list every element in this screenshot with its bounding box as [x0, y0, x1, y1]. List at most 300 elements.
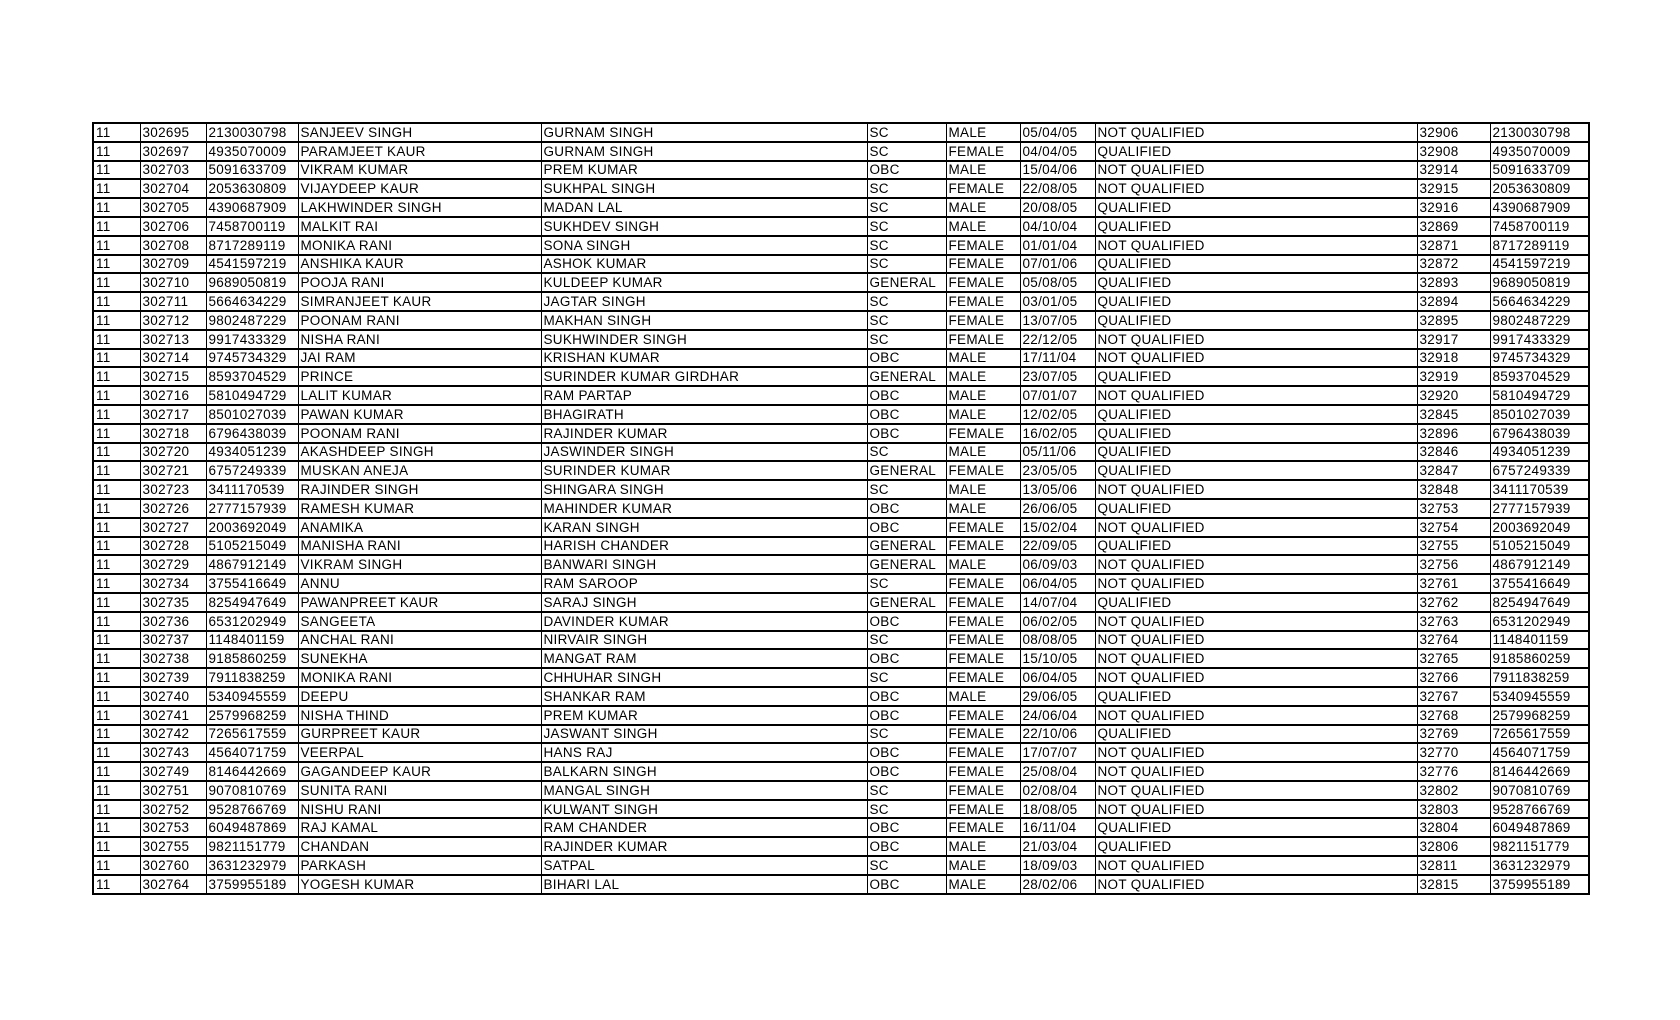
table-cell-col-name: SIMRANJEET KAUR — [298, 292, 541, 311]
table-cell-col-application-no: 9528766769 — [206, 800, 298, 819]
table-cell-col-father-name: ASHOK KUMAR — [541, 255, 867, 274]
table-cell-col-dob: 20/08/05 — [1020, 198, 1095, 217]
table-cell-col-application-no-repeat: 9070810769 — [1490, 781, 1589, 800]
table-cell-col-application-no-repeat: 6531202949 — [1490, 612, 1589, 631]
table-row — [93, 292, 1589, 311]
table-cell-col-roll: 302760 — [140, 856, 206, 875]
table-row — [93, 800, 1589, 819]
table-cell-col-dob: 01/01/04 — [1020, 236, 1095, 255]
table-cell-col-result: NOT QUALIFIED — [1095, 349, 1417, 368]
table-cell-col-result: QUALIFIED — [1095, 405, 1417, 424]
table-cell-col-category: OBC — [867, 687, 946, 706]
table-cell-col-roll: 302709 — [140, 255, 206, 274]
table-cell-col-father-name: RAM CHANDER — [541, 818, 867, 837]
table-cell-col-roll: 302721 — [140, 461, 206, 480]
table-cell-col-result: QUALIFIED — [1095, 461, 1417, 480]
table-cell-col-dob: 04/10/04 — [1020, 217, 1095, 236]
table-cell-col-application-no: 6049487869 — [206, 818, 298, 837]
table-cell-col-name: PRINCE — [298, 367, 541, 386]
table-cell-col-group: 11 — [93, 499, 140, 518]
table-cell-col-group: 11 — [93, 179, 140, 198]
table-cell-col-gender: FEMALE — [946, 743, 1020, 762]
table-cell-col-category: OBC — [867, 837, 946, 856]
table-row — [93, 574, 1589, 593]
table-cell-col-name: DEEPU — [298, 687, 541, 706]
table-cell-col-roll: 302726 — [140, 499, 206, 518]
table-cell-col-roll: 302695 — [140, 123, 206, 142]
table-cell-col-name: ANSHIKA KAUR — [298, 255, 541, 274]
table-cell-col-dob: 04/04/05 — [1020, 142, 1095, 161]
table-row — [93, 781, 1589, 800]
table-cell-col-group: 11 — [93, 631, 140, 650]
table-cell-col-dob: 05/11/06 — [1020, 443, 1095, 462]
table-cell-col-name: ANNU — [298, 574, 541, 593]
table-cell-col-application-no-repeat: 3411170539 — [1490, 480, 1589, 499]
table-cell-col-category: OBC — [867, 349, 946, 368]
table-cell-col-application-no: 4935070009 — [206, 142, 298, 161]
table-cell-col-application-no: 2130030798 — [206, 123, 298, 142]
table-cell-col-gender: MALE — [946, 123, 1020, 142]
table-row — [93, 367, 1589, 386]
table-cell-col-code: 32871 — [1417, 236, 1490, 255]
table-cell-col-gender: FEMALE — [946, 311, 1020, 330]
table-cell-col-name: SUNITA RANI — [298, 781, 541, 800]
table-cell-col-dob: 22/10/06 — [1020, 725, 1095, 744]
table-cell-col-gender: FEMALE — [946, 706, 1020, 725]
table-cell-col-name: RAJ KAMAL — [298, 818, 541, 837]
table-row — [93, 612, 1589, 631]
table-cell-col-application-no-repeat: 4564071759 — [1490, 743, 1589, 762]
table-row — [93, 311, 1589, 330]
table-cell-col-name: POOJA RANI — [298, 273, 541, 292]
table-cell-col-code: 32848 — [1417, 480, 1490, 499]
table-cell-col-application-no-repeat: 9185860259 — [1490, 649, 1589, 668]
table-cell-col-father-name: SARAJ SINGH — [541, 593, 867, 612]
table-cell-col-result: NOT QUALIFIED — [1095, 612, 1417, 631]
table-cell-col-result: NOT QUALIFIED — [1095, 856, 1417, 875]
table-cell-col-result: QUALIFIED — [1095, 499, 1417, 518]
table-cell-col-father-name: HARISH CHANDER — [541, 537, 867, 556]
table-row — [93, 555, 1589, 574]
table-cell-col-code: 32802 — [1417, 781, 1490, 800]
table-cell-col-application-no-repeat: 2130030798 — [1490, 123, 1589, 142]
table-cell-col-application-no-repeat: 5105215049 — [1490, 537, 1589, 556]
table-cell-col-name: LAKHWINDER SINGH — [298, 198, 541, 217]
table-cell-col-application-no: 5105215049 — [206, 537, 298, 556]
table-cell-col-application-no: 5810494729 — [206, 386, 298, 405]
table-cell-col-name: POONAM RANI — [298, 424, 541, 443]
table-cell-col-application-no: 9802487229 — [206, 311, 298, 330]
table-cell-col-code: 32769 — [1417, 725, 1490, 744]
table-cell-col-group: 11 — [93, 367, 140, 386]
table-cell-col-category: OBC — [867, 818, 946, 837]
table-cell-col-group: 11 — [93, 687, 140, 706]
table-cell-col-category: GENERAL — [867, 273, 946, 292]
table-cell-col-father-name: GURNAM SINGH — [541, 142, 867, 161]
table-cell-col-father-name: NIRVAIR SINGH — [541, 631, 867, 650]
table-cell-col-group: 11 — [93, 123, 140, 142]
table-cell-col-name: JAI RAM — [298, 349, 541, 368]
table-row — [93, 837, 1589, 856]
table-cell-col-father-name: RAJINDER KUMAR — [541, 424, 867, 443]
table-cell-col-name: AKASHDEEP SINGH — [298, 443, 541, 462]
table-cell-col-roll: 302752 — [140, 800, 206, 819]
table-cell-col-application-no: 4867912149 — [206, 555, 298, 574]
table-cell-col-code: 32755 — [1417, 537, 1490, 556]
table-cell-col-roll: 302715 — [140, 367, 206, 386]
table-cell-col-father-name: KRISHAN KUMAR — [541, 349, 867, 368]
table-cell-col-dob: 25/08/04 — [1020, 762, 1095, 781]
table-cell-col-result: NOT QUALIFIED — [1095, 236, 1417, 255]
table-cell-col-dob: 06/04/05 — [1020, 574, 1095, 593]
table-cell-col-code: 32761 — [1417, 574, 1490, 593]
table-row — [93, 725, 1589, 744]
table-cell-col-roll: 302738 — [140, 649, 206, 668]
table-cell-col-father-name: MADAN LAL — [541, 198, 867, 217]
table-cell-col-code: 32765 — [1417, 649, 1490, 668]
table-cell-col-roll: 302710 — [140, 273, 206, 292]
table-cell-col-application-no: 2579968259 — [206, 706, 298, 725]
table-cell-col-result: QUALIFIED — [1095, 818, 1417, 837]
table-cell-col-application-no-repeat: 3755416649 — [1490, 574, 1589, 593]
table-cell-col-roll: 302764 — [140, 875, 206, 894]
table-cell-col-name: VIJAYDEEP KAUR — [298, 179, 541, 198]
table-cell-col-result: NOT QUALIFIED — [1095, 762, 1417, 781]
table-cell-col-application-no: 8146442669 — [206, 762, 298, 781]
table-cell-col-result: NOT QUALIFIED — [1095, 800, 1417, 819]
table-row — [93, 687, 1589, 706]
table-cell-col-category: SC — [867, 123, 946, 142]
table-cell-col-father-name: SONA SINGH — [541, 236, 867, 255]
table-cell-col-group: 11 — [93, 743, 140, 762]
table-cell-col-category: SC — [867, 574, 946, 593]
table-cell-col-code: 32756 — [1417, 555, 1490, 574]
table-cell-col-application-no: 2053630809 — [206, 179, 298, 198]
table-cell-col-application-no-repeat: 7458700119 — [1490, 217, 1589, 236]
table-cell-col-category: SC — [867, 255, 946, 274]
table-row — [93, 499, 1589, 518]
table-cell-col-application-no: 7911838259 — [206, 668, 298, 687]
table-cell-col-father-name: KULDEEP KUMAR — [541, 273, 867, 292]
table-cell-col-group: 11 — [93, 217, 140, 236]
table-row — [93, 631, 1589, 650]
table-cell-col-application-no-repeat: 9821151779 — [1490, 837, 1589, 856]
table-cell-col-application-no-repeat: 4541597219 — [1490, 255, 1589, 274]
table-cell-col-name: MALKIT RAI — [298, 217, 541, 236]
table-cell-col-father-name: SUKHDEV SINGH — [541, 217, 867, 236]
table-row — [93, 123, 1589, 142]
table-cell-col-father-name: SUKHPAL SINGH — [541, 179, 867, 198]
table-cell-col-application-no: 5664634229 — [206, 292, 298, 311]
table-cell-col-dob: 15/02/04 — [1020, 518, 1095, 537]
table-cell-col-code: 32767 — [1417, 687, 1490, 706]
table-cell-col-category: GENERAL — [867, 593, 946, 612]
table-cell-col-application-no: 8717289119 — [206, 236, 298, 255]
table-cell-col-name: SUNEKHA — [298, 649, 541, 668]
table-cell-col-father-name: KARAN SINGH — [541, 518, 867, 537]
table-cell-col-name: CHANDAN — [298, 837, 541, 856]
table-cell-col-name: NISHU RANI — [298, 800, 541, 819]
table-cell-col-category: OBC — [867, 706, 946, 725]
table-cell-col-gender: FEMALE — [946, 800, 1020, 819]
table-cell-col-result: NOT QUALIFIED — [1095, 555, 1417, 574]
table-cell-col-application-no-repeat: 5664634229 — [1490, 292, 1589, 311]
table-cell-col-dob: 17/11/04 — [1020, 349, 1095, 368]
table-cell-col-result: NOT QUALIFIED — [1095, 875, 1417, 894]
table-cell-col-application-no-repeat: 5810494729 — [1490, 386, 1589, 405]
table-cell-col-gender: MALE — [946, 499, 1020, 518]
table-cell-col-result: QUALIFIED — [1095, 687, 1417, 706]
table-cell-col-application-no-repeat: 7911838259 — [1490, 668, 1589, 687]
table-cell-col-category: SC — [867, 781, 946, 800]
table-cell-col-code: 32762 — [1417, 593, 1490, 612]
table-cell-col-group: 11 — [93, 518, 140, 537]
table-cell-col-category: GENERAL — [867, 537, 946, 556]
table-cell-col-roll: 302742 — [140, 725, 206, 744]
table-cell-col-dob: 17/07/07 — [1020, 743, 1095, 762]
table-cell-col-group: 11 — [93, 649, 140, 668]
table-cell-col-application-no-repeat: 7265617559 — [1490, 725, 1589, 744]
table-cell-col-category: SC — [867, 480, 946, 499]
table-cell-col-application-no-repeat: 1148401159 — [1490, 631, 1589, 650]
table-cell-col-code: 32815 — [1417, 875, 1490, 894]
table-cell-col-group: 11 — [93, 443, 140, 462]
table-cell-col-father-name: DAVINDER KUMAR — [541, 612, 867, 631]
table-cell-col-application-no: 5091633709 — [206, 161, 298, 180]
table-cell-col-category: GENERAL — [867, 555, 946, 574]
table-cell-col-application-no: 7265617559 — [206, 725, 298, 744]
table-cell-col-roll: 302734 — [140, 574, 206, 593]
table-row — [93, 856, 1589, 875]
table-row — [93, 537, 1589, 556]
table-cell-col-application-no-repeat: 6757249339 — [1490, 461, 1589, 480]
table-cell-col-code: 32894 — [1417, 292, 1490, 311]
table-cell-col-result: NOT QUALIFIED — [1095, 386, 1417, 405]
table-cell-col-roll: 302753 — [140, 818, 206, 837]
table-cell-col-dob: 13/05/06 — [1020, 480, 1095, 499]
table-cell-col-father-name: SUKHWINDER SINGH — [541, 330, 867, 349]
table-cell-col-result: QUALIFIED — [1095, 198, 1417, 217]
table-cell-col-dob: 22/12/05 — [1020, 330, 1095, 349]
table-row — [93, 386, 1589, 405]
table-cell-col-gender: MALE — [946, 386, 1020, 405]
table-cell-col-father-name: JASWANT SINGH — [541, 725, 867, 744]
table-cell-col-application-no-repeat: 8717289119 — [1490, 236, 1589, 255]
table-cell-col-roll: 302708 — [140, 236, 206, 255]
table-cell-col-code: 32869 — [1417, 217, 1490, 236]
table-cell-col-father-name: SATPAL — [541, 856, 867, 875]
table-cell-col-gender: FEMALE — [946, 574, 1020, 593]
table-cell-col-category: SC — [867, 198, 946, 217]
table-cell-col-gender: FEMALE — [946, 537, 1020, 556]
table-cell-col-dob: 05/04/05 — [1020, 123, 1095, 142]
table-cell-col-name: SANGEETA — [298, 612, 541, 631]
table-row — [93, 198, 1589, 217]
table-cell-col-gender: MALE — [946, 217, 1020, 236]
table-cell-col-group: 11 — [93, 236, 140, 255]
table-cell-col-code: 32916 — [1417, 198, 1490, 217]
table-cell-col-category: OBC — [867, 743, 946, 762]
table-cell-col-application-no-repeat: 2579968259 — [1490, 706, 1589, 725]
table-cell-col-code: 32770 — [1417, 743, 1490, 762]
table-row — [93, 649, 1589, 668]
table-cell-col-father-name: BHAGIRATH — [541, 405, 867, 424]
table-cell-col-result: NOT QUALIFIED — [1095, 480, 1417, 499]
table-cell-col-roll: 302713 — [140, 330, 206, 349]
table-cell-col-roll: 302703 — [140, 161, 206, 180]
table-cell-col-application-no: 8254947649 — [206, 593, 298, 612]
table-cell-col-gender: FEMALE — [946, 612, 1020, 631]
table-cell-col-dob: 12/02/05 — [1020, 405, 1095, 424]
table-cell-col-gender: FEMALE — [946, 762, 1020, 781]
table-cell-col-application-no-repeat: 3631232979 — [1490, 856, 1589, 875]
table-cell-col-father-name: PREM KUMAR — [541, 161, 867, 180]
table-cell-col-gender: MALE — [946, 367, 1020, 386]
table-cell-col-application-no: 3411170539 — [206, 480, 298, 499]
table-cell-col-roll: 302751 — [140, 781, 206, 800]
table-cell-col-result: NOT QUALIFIED — [1095, 161, 1417, 180]
table-cell-col-name: PARKASH — [298, 856, 541, 875]
table-cell-col-name: NISHA RANI — [298, 330, 541, 349]
table-cell-col-father-name: RAM PARTAP — [541, 386, 867, 405]
table-cell-col-code: 32917 — [1417, 330, 1490, 349]
table-cell-col-application-no: 1148401159 — [206, 631, 298, 650]
table-cell-col-group: 11 — [93, 330, 140, 349]
table-cell-col-gender: FEMALE — [946, 273, 1020, 292]
table-cell-col-gender: MALE — [946, 161, 1020, 180]
table-cell-col-result: QUALIFIED — [1095, 367, 1417, 386]
table-cell-col-code: 32754 — [1417, 518, 1490, 537]
table-cell-col-dob: 05/08/05 — [1020, 273, 1095, 292]
table-cell-col-father-name: MAHINDER KUMAR — [541, 499, 867, 518]
table-cell-col-roll: 302755 — [140, 837, 206, 856]
table-cell-col-gender: MALE — [946, 443, 1020, 462]
table-row — [93, 461, 1589, 480]
table-cell-col-name: VIKRAM KUMAR — [298, 161, 541, 180]
table-cell-col-name: PAWANPREET KAUR — [298, 593, 541, 612]
table-cell-col-gender: FEMALE — [946, 518, 1020, 537]
table-cell-col-application-no: 6796438039 — [206, 424, 298, 443]
table-cell-col-application-no-repeat: 2777157939 — [1490, 499, 1589, 518]
table-cell-col-group: 11 — [93, 574, 140, 593]
table-cell-col-application-no: 8501027039 — [206, 405, 298, 424]
table-cell-col-application-no: 3759955189 — [206, 875, 298, 894]
table-cell-col-application-no-repeat: 9802487229 — [1490, 311, 1589, 330]
table-cell-col-gender: FEMALE — [946, 668, 1020, 687]
table-cell-col-father-name: JAGTAR SINGH — [541, 292, 867, 311]
table-cell-col-dob: 07/01/07 — [1020, 386, 1095, 405]
table-cell-col-gender: MALE — [946, 480, 1020, 499]
table-row — [93, 480, 1589, 499]
table-cell-col-application-no: 3755416649 — [206, 574, 298, 593]
table-cell-col-code: 32915 — [1417, 179, 1490, 198]
table-cell-col-application-no: 7458700119 — [206, 217, 298, 236]
table-cell-col-application-no: 9689050819 — [206, 273, 298, 292]
table-cell-col-code: 32763 — [1417, 612, 1490, 631]
table-cell-col-application-no: 6757249339 — [206, 461, 298, 480]
table-cell-col-category: OBC — [867, 161, 946, 180]
table-cell-col-dob: 22/08/05 — [1020, 179, 1095, 198]
table-cell-col-category: SC — [867, 443, 946, 462]
table-cell-col-application-no: 9070810769 — [206, 781, 298, 800]
table-cell-col-category: SC — [867, 330, 946, 349]
table-cell-col-roll: 302743 — [140, 743, 206, 762]
table-cell-col-gender: FEMALE — [946, 781, 1020, 800]
table-cell-col-result: QUALIFIED — [1095, 142, 1417, 161]
table-cell-col-name: POONAM RANI — [298, 311, 541, 330]
table-cell-col-code: 32811 — [1417, 856, 1490, 875]
table-cell-col-roll: 302704 — [140, 179, 206, 198]
table-cell-col-roll: 302735 — [140, 593, 206, 612]
table-cell-col-father-name: MANGAT RAM — [541, 649, 867, 668]
table-cell-col-code: 32764 — [1417, 631, 1490, 650]
table-cell-col-gender: FEMALE — [946, 255, 1020, 274]
table-row — [93, 161, 1589, 180]
table-cell-col-application-no-repeat: 6049487869 — [1490, 818, 1589, 837]
table-cell-col-father-name: SHINGARA SINGH — [541, 480, 867, 499]
table-cell-col-gender: FEMALE — [946, 330, 1020, 349]
table-row — [93, 236, 1589, 255]
table-cell-col-dob: 08/08/05 — [1020, 631, 1095, 650]
table-cell-col-father-name: MANGAL SINGH — [541, 781, 867, 800]
table-cell-col-dob: 22/09/05 — [1020, 537, 1095, 556]
table-cell-col-roll: 302741 — [140, 706, 206, 725]
table-cell-col-category: OBC — [867, 612, 946, 631]
table-cell-col-gender: FEMALE — [946, 593, 1020, 612]
table-cell-col-category: SC — [867, 179, 946, 198]
table-cell-col-code: 32803 — [1417, 800, 1490, 819]
table-cell-col-roll: 302718 — [140, 424, 206, 443]
table-cell-col-code: 32919 — [1417, 367, 1490, 386]
table-cell-col-group: 11 — [93, 142, 140, 161]
table-cell-col-father-name: JASWINDER SINGH — [541, 443, 867, 462]
table-cell-col-application-no-repeat: 4934051239 — [1490, 443, 1589, 462]
table-cell-col-group: 11 — [93, 386, 140, 405]
table-cell-col-application-no-repeat: 5340945559 — [1490, 687, 1589, 706]
table-cell-col-result: NOT QUALIFIED — [1095, 668, 1417, 687]
table-cell-col-category: GENERAL — [867, 367, 946, 386]
table-cell-col-application-no-repeat: 8501027039 — [1490, 405, 1589, 424]
table-cell-col-code: 32766 — [1417, 668, 1490, 687]
table-cell-col-application-no: 9821151779 — [206, 837, 298, 856]
table-cell-col-father-name: KULWANT SINGH — [541, 800, 867, 819]
table-cell-col-roll: 302723 — [140, 480, 206, 499]
table-cell-col-dob: 24/06/04 — [1020, 706, 1095, 725]
table-cell-col-gender: FEMALE — [946, 631, 1020, 650]
table-cell-col-group: 11 — [93, 781, 140, 800]
table-cell-col-group: 11 — [93, 198, 140, 217]
table-cell-col-roll: 302737 — [140, 631, 206, 650]
table-cell-col-result: QUALIFIED — [1095, 424, 1417, 443]
table-cell-col-category: SC — [867, 800, 946, 819]
table-cell-col-name: GAGANDEEP KAUR — [298, 762, 541, 781]
table-cell-col-name: VIKRAM SINGH — [298, 555, 541, 574]
table-cell-col-group: 11 — [93, 875, 140, 894]
table-cell-col-father-name: RAJINDER KUMAR — [541, 837, 867, 856]
table-cell-col-category: OBC — [867, 762, 946, 781]
table-row — [93, 593, 1589, 612]
table-cell-col-application-no: 4564071759 — [206, 743, 298, 762]
table-cell-col-result: NOT QUALIFIED — [1095, 649, 1417, 668]
table-cell-col-name: ANCHAL RANI — [298, 631, 541, 650]
table-cell-col-father-name: SURINDER KUMAR GIRDHAR — [541, 367, 867, 386]
table-cell-col-category: OBC — [867, 405, 946, 424]
table-cell-col-result: NOT QUALIFIED — [1095, 706, 1417, 725]
table-cell-col-name: MONIKA RANI — [298, 668, 541, 687]
table-cell-col-application-no: 2003692049 — [206, 518, 298, 537]
table-cell-col-result: QUALIFIED — [1095, 593, 1417, 612]
table-cell-col-code: 32847 — [1417, 461, 1490, 480]
